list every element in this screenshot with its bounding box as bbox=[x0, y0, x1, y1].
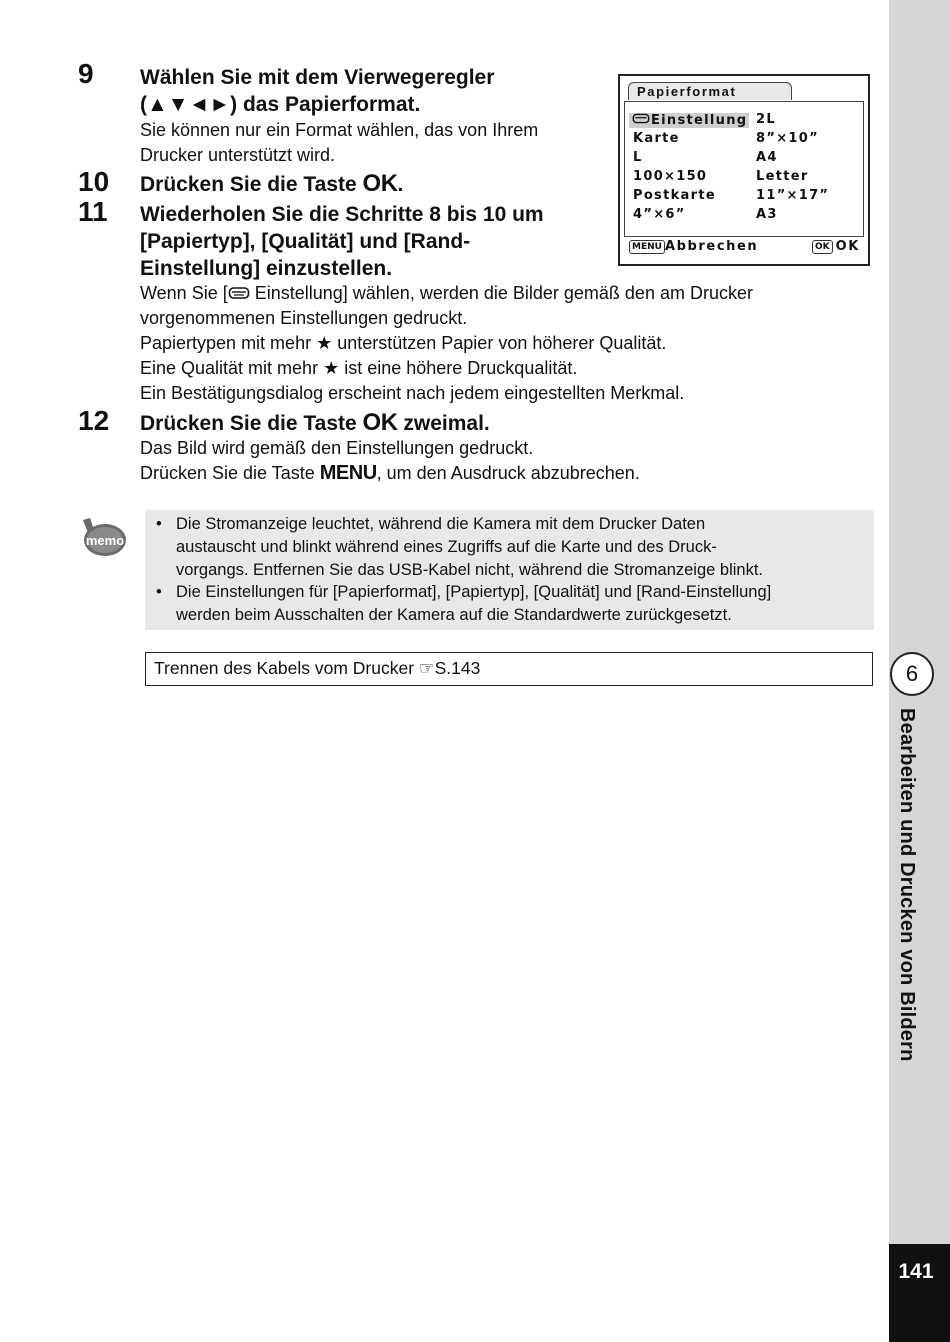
screen-option: Postkarte bbox=[633, 188, 716, 203]
step-11-body-line2: vorgenommenen Einstellungen gedruckt. bbox=[140, 308, 468, 328]
memo-box bbox=[145, 510, 874, 630]
step-11-body-line4 bbox=[140, 356, 577, 381]
step-11-body-line1-pre: Wenn Sie [ bbox=[140, 283, 228, 303]
step-11-body-line3-post: unterstützen Papier von höherer Qualität. bbox=[332, 333, 667, 353]
screen-option: A4 bbox=[756, 150, 778, 165]
screen-option: 11”×17” bbox=[756, 188, 830, 203]
screen-option: 100×150 bbox=[633, 169, 708, 184]
memo-line-1: Die Stromanzeige leuchtet, während die Kamera mit dem Drucker Daten bbox=[176, 515, 706, 533]
memo-bullet: • bbox=[156, 583, 162, 601]
screen-option: A3 bbox=[756, 207, 778, 222]
step-10-title-text: Drücken Sie die Taste bbox=[140, 173, 363, 196]
chapter-number-badge: 6 bbox=[890, 652, 934, 696]
ok-button-icon: OK bbox=[812, 240, 833, 254]
step-10-title bbox=[140, 170, 403, 198]
screen-ok-hint bbox=[812, 239, 860, 254]
cross-reference-link[interactable] bbox=[145, 652, 873, 686]
screen-option: 8”×10” bbox=[756, 131, 819, 146]
pointing-hand-icon: ☞ bbox=[418, 658, 435, 678]
step-11-body-line4-pre: Eine Qualität mit mehr bbox=[140, 358, 324, 378]
step-12-body-line2 bbox=[140, 461, 640, 486]
memo-line-4: Die Einstellungen für [Papierformat], [Papiertyp], [Qualität] und [Rand-Einstellung] bbox=[176, 583, 772, 601]
screen-option: 2L bbox=[756, 112, 776, 127]
step-9-number: 9 bbox=[78, 58, 94, 89]
step-9-body-line1: Sie können nur ein Format wählen, das von Ihrem bbox=[140, 120, 539, 140]
step-11-body-line3 bbox=[140, 331, 666, 356]
ok-label: OK bbox=[835, 239, 860, 254]
reference-text: Trennen des Kabels vom Drucker bbox=[154, 658, 419, 678]
cancel-label: Abbrechen bbox=[664, 239, 759, 254]
camera-screen bbox=[618, 74, 870, 266]
step-11-body-line1-post: Einstellung] wählen, werden die Bilder gemäß den am Drucker bbox=[249, 283, 753, 303]
step-12-title bbox=[140, 409, 490, 437]
reference-page: S.143 bbox=[434, 658, 481, 678]
step-10-title-end: . bbox=[397, 173, 404, 196]
screen-option-selected bbox=[629, 112, 749, 128]
memo-bullet: • bbox=[156, 515, 162, 533]
screen-tab-title: Papierformat bbox=[628, 82, 792, 100]
step-12-title-end: zweimal. bbox=[397, 412, 490, 435]
memo-line-5: werden beim Ausschalten der Kamera auf die Standardwerte zurückgesetzt. bbox=[176, 606, 732, 624]
star-icon: ★ bbox=[323, 358, 340, 378]
step-9-body-line2: Drucker unterstützt wird. bbox=[140, 145, 336, 165]
screen-option: Karte bbox=[633, 131, 680, 146]
screen-option: L bbox=[633, 150, 643, 165]
step-12-number: 12 bbox=[78, 405, 110, 436]
step-11-number: 11 bbox=[78, 196, 108, 227]
menu-key-label: MENU bbox=[319, 462, 377, 484]
ok-key-label: OK bbox=[362, 409, 398, 436]
step-11-body-line3-pre: Papiertypen mit mehr bbox=[140, 333, 317, 353]
step-11-title-line1: Wiederholen Sie die Schritte 8 bis 10 um bbox=[140, 203, 544, 226]
ok-key-label: OK bbox=[362, 170, 398, 197]
step-12-body-line2-post: , um den Ausdruck abzubrechen. bbox=[376, 463, 640, 483]
printer-settings-icon bbox=[631, 112, 651, 125]
menu-button-icon: MENU bbox=[629, 240, 665, 254]
step-11-title-line2: [Papiertyp], [Qualität] und [Rand- bbox=[140, 230, 471, 253]
step-11-title-line3: Einstellung] einzustellen. bbox=[140, 257, 393, 280]
memo-icon-label: memo bbox=[85, 533, 125, 548]
chapter-title: Bearbeiten und Drucken von Bildern bbox=[896, 708, 918, 1062]
step-10-number: 10 bbox=[78, 166, 110, 197]
star-icon: ★ bbox=[316, 333, 333, 353]
screen-option-label: Einstellung bbox=[651, 113, 748, 128]
screen-option: 4”×6” bbox=[633, 207, 686, 222]
step-11-body-line4-post: ist eine höhere Druckqualität. bbox=[339, 358, 578, 378]
step-9-title-line1: Wählen Sie mit dem Vierwegeregler bbox=[140, 66, 495, 89]
screen-option: Letter bbox=[756, 169, 809, 184]
memo-icon bbox=[78, 514, 128, 560]
step-12-body-line2-pre: Drücken Sie die Taste bbox=[140, 463, 320, 483]
screen-cancel-hint bbox=[629, 239, 758, 254]
step-12-title-text: Drücken Sie die Taste bbox=[140, 412, 363, 435]
page-number: 141 bbox=[898, 1260, 934, 1283]
step-12-body-line1: Das Bild wird gemäß den Einstellungen gedruckt. bbox=[140, 438, 534, 458]
memo-line-3: vorgangs. Entfernen Sie das USB-Kabel nicht, während die Stromanzeige blinkt. bbox=[176, 561, 763, 579]
step-11-body-line1 bbox=[140, 281, 753, 306]
step-11-body-line5: Ein Bestätigungsdialog erscheint nach jedem eingestellten Merkmal. bbox=[140, 383, 685, 403]
printer-settings-icon bbox=[228, 285, 250, 301]
step-9-title-line2: (▲▼◄►) das Papierformat. bbox=[140, 93, 421, 116]
page-number-box bbox=[889, 1244, 950, 1342]
memo-line-2: austauscht und blinkt während eines Zugriffs auf die Karte und des Druck- bbox=[176, 538, 717, 556]
screen-list-frame bbox=[624, 101, 864, 237]
